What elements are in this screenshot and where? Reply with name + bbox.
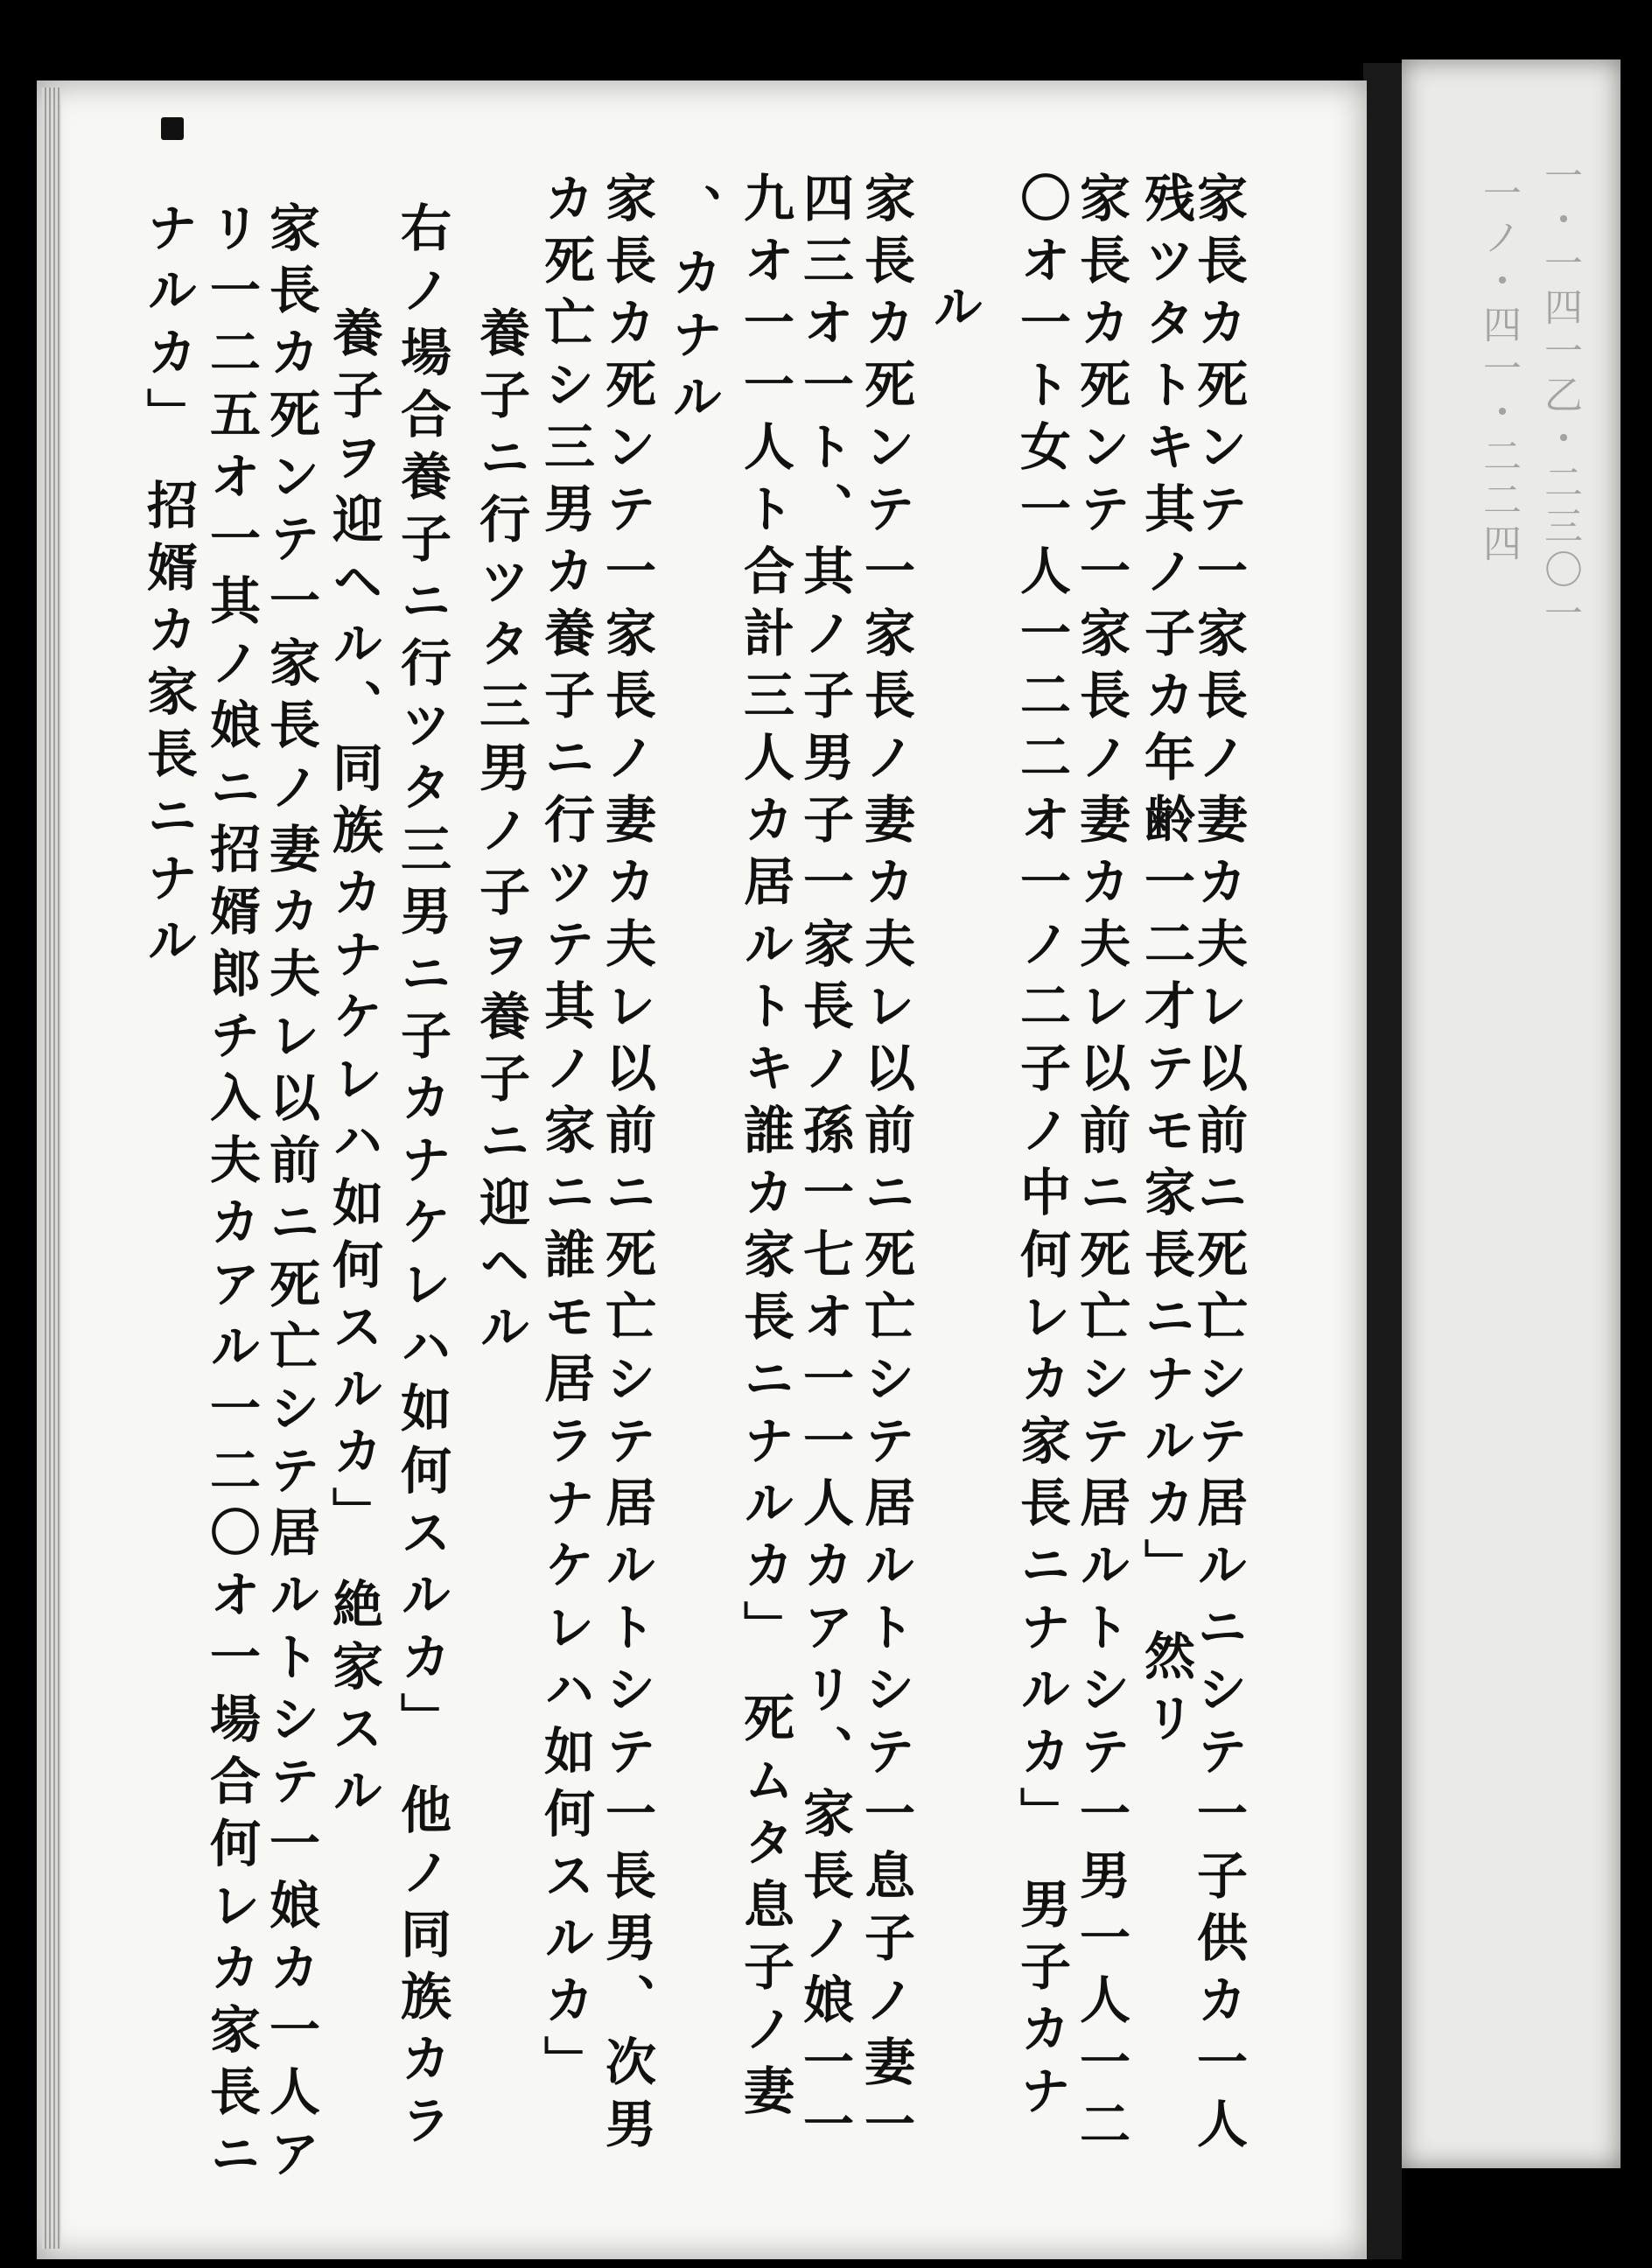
text-column: 、カナル [663, 184, 723, 432]
text-column: リ一二五オ一其ノ娘ニ招婿郎チ入夫カアル一二〇オ一場合何レカ家長ニ [201, 201, 261, 2189]
text-column: 家長カ死ンテ一家長ノ妻カ夫レ以前ニ死亡シテ居ルトシテ一長男、次男 [597, 172, 656, 2160]
text-column: 家長カ死ンテ一家長ノ妻カ夫レ以前ニ死亡シテ居ルトシテ一男一人一二 [1071, 172, 1130, 2160]
facing-page-text: 一・一四一乙・二三〇一 [1537, 156, 1582, 637]
text-column: 家長カ死ンテ一家長ノ妻カ夫レ以前ニ死亡シテ居ルトシテ一娘カ一人ア [261, 201, 320, 2189]
text-column: 〇オ一ト女一人一二二オ一ノ二子ノ中何レカ家長ニナルカ」 男子カナ [1012, 172, 1071, 2127]
text-column: 家長カ死ンテ一家長ノ妻カ夫レ以前ニ死亡シテ居ルトシテ一息子ノ妻一 [856, 172, 915, 2160]
facing-page [1402, 60, 1620, 2168]
page-edge [42, 88, 61, 2249]
text-column: 右ノ場合養子ニ行ツタ三男ニ子カナケレハ如何スルカ」 他ノ同族カラ [392, 201, 452, 2157]
page-number-mark [161, 117, 184, 140]
text-column: 四三オ一ト、其ノ子男子一家長ノ孫一七オ一一人カアリ、家長ノ娘一一 [794, 172, 854, 2160]
text-column: 養子ヲ迎ヘル、同族カナケレハ如何スルカ」 絶家スル [324, 306, 383, 1827]
text-column: 家長カ死ンテ一家長ノ妻カ夫レ以前ニ死亡シテ居ルニシテ一子供カ一人 [1188, 172, 1248, 2160]
book-binding [1363, 63, 1402, 2259]
text-column: ル [924, 280, 984, 342]
facing-page-text: 一ノ・四一・二二四 [1476, 173, 1521, 567]
text-column: 養子ニ行ツタ三男ノ子ヲ養子ニ迎ヘル [471, 306, 530, 1362]
text-column: 残ツタトキ其ノ子カ年齢一二才テモ家長ニナルカ」 然リ [1136, 172, 1195, 1754]
text-column: カ死亡シ三男カ養子ニ行ツテ其ノ家ニ誰モ居ラナケレハ如何スルカ」 [536, 172, 595, 2097]
text-column: ナルカ」 招婿カ家長ニナル [138, 201, 198, 976]
text-column: 九オ一一人ト合計三人カ居ルトキ誰カ家長ニナルカ」 死ムタ息子ノ妻 [735, 172, 794, 2127]
